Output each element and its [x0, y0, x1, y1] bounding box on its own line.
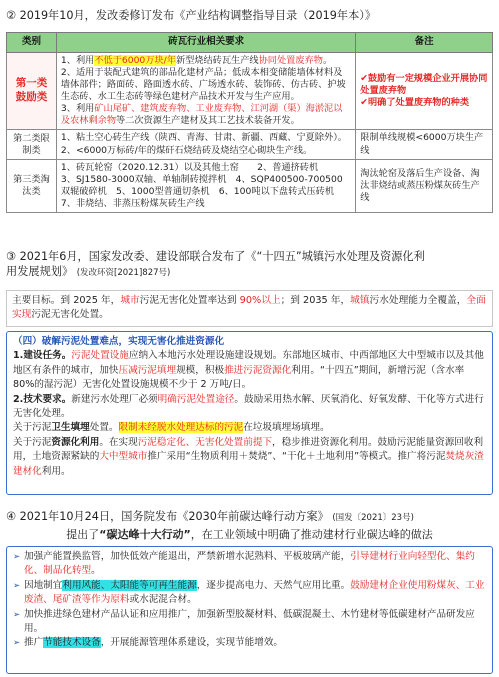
- list-item: ➢ 加快推进绿色建材产品认证和应用推广，加强新型胶凝材料、低碳混凝土、木竹建材等低碳建材产品研发应用。: [13, 608, 486, 637]
- main-goals-box: 主要目标。到 2025 年，城市污泥无害化处置率达到 90%以上；到 2035 年，城镇污水处理能力全覆盖，全面实现污泥无害化处置。: [6, 290, 493, 327]
- carbon-peak-measures-box: [6, 546, 493, 674]
- notes-eliminated: 淘汰轮窑及落后生产设备、淘汰非烧结或蒸压粉煤灰砖生产线: [356, 159, 493, 213]
- section-title-carbon-peak: ④ 2021年10月24日，国务院发布《2030年前碳达峰行动方案》 (国发〔2021〕23号): [6, 510, 414, 523]
- arrow-bullet-icon: ➢: [13, 609, 21, 620]
- table-row-eliminated: [7, 159, 493, 213]
- section-title-sewage-plan: ③ 2021年6月，国家发改委、建设部联合发布了《“十四五”城镇污水处理及资源化利 用发展规划》 (发改环资[2021]827号): [6, 250, 425, 278]
- list-item: ➢ 因地制宜利用风能、太阳能等可再生能源，逐步提高电力、天然气应用比重。鼓励建材企业使用粉煤灰、工业废渣、尾矿渣等作为原料或水泥混合材。: [13, 579, 486, 608]
- landfill-paragraph: 关于污泥卫生填埋处置。限制未经脱水处理达标的污泥在垃圾填埋场填埋。: [13, 422, 330, 434]
- sludge-disposal-box: [6, 331, 493, 495]
- category-restricted: 第二类限制类: [7, 130, 57, 159]
- technical-requirement-paragraph: 2.技术要求。新建污水处理厂必须明确污泥处置途径。鼓励采用热水解、厌氧消化、好氧发酵、干化等方式进行无害化处理。: [13, 393, 484, 419]
- header-category: 类别: [7, 33, 57, 53]
- requirements-encouraged: 1、利用不低于6000万块/年新型烧结砖瓦生产线协同处置废弃物。 2、适用于装配式建筑的部品化建材产品；低成本相变储能墙体材料及墙体部件；路面砖、路面透水砖、广场透水砖、装饰砖、仿古砖、护坡生态砖、水工生态砖等绿色建材产品技术开发与生产应用。 3、利用矿山尾矿、建筑废弃物、工业废弃物、江河湖（渠）海淤泥以及农林剩余物等二次资源生产建材及其工艺技术装备开发。: [56, 52, 355, 130]
- requirements-restricted: 1、粘土空心砖生产线（陕西、青海、甘肃、新疆、西藏、宁夏除外）。 2、<6000万标砖/年的煤矸石烧结砖及烧结空心砌块生产线。: [56, 130, 355, 159]
- table-row-restricted: [7, 130, 493, 159]
- category-encouraged: 第一类鼓励类: [7, 52, 57, 130]
- header-requirements: 砖瓦行业相关要求: [56, 33, 355, 53]
- resource-utilization-paragraph: 关于污泥资源化利用。在实现污泥稳定化、无害化处置前提下，稳步推进资源化利用。鼓励污泥能量资源回收利用，土地资源紧缺的大中型城市推广采用“生物质利用＋焚烧”、“干化＋土地利用”等模式。推广将污泥焚烧灰渣建材化利用。: [13, 436, 484, 477]
- table-row-encouraged: [7, 52, 493, 130]
- requirements-eliminated: 1、砖瓦轮窑（2020.12.31）以及其他土窑 2、普通挤砖机 3、SJ1580-3000双轴、单轴制砖搅拌机 4、SQP400500-700500双辊破碎机 5、1000型普通切条机 6、100吨以下盘转式压砖机 7、非烧结、非蒸压粉煤灰砖生产线: [56, 159, 355, 213]
- header-notes: 备注: [356, 33, 493, 53]
- table-header-row: [7, 33, 493, 53]
- brick-industry-requirements-table: [6, 32, 493, 213]
- sludge-section-heading: （四）破解污泥处置难点，实现无害化推进资源化: [13, 336, 225, 347]
- category-eliminated: 第三类淘汰类: [7, 159, 57, 213]
- notes-encouraged: ✔鼓励有一定规模企业开展协同处置废弃物 ✔明确了处置废弃物的种类: [356, 52, 493, 130]
- construction-task-paragraph: 1.建设任务。污泥处置设施应纳入本地污水处理设施建设规划。东部地区城市、中西部地区大中型城市以及其他地区有条件的城市，加快压减污泥填埋规模，积极推进污泥资源化利用。“十四五”期间，新增污泥（含水率 80%的湿污泥）无害化处置设施规模不少于 2 万吨/日。: [13, 350, 484, 391]
- section-title-industry-catalog: ② 2019年10月，发改委修订发布《产业结构调整指导目录（2019年本）》: [6, 9, 377, 22]
- arrow-bullet-icon: ➢: [13, 580, 21, 591]
- arrow-bullet-icon: ➢: [13, 552, 21, 562]
- carbon-peak-subtitle: 提出了“碳达峰十大行动”，在工业领域中明确了推动建材行业碳达峰的做法: [66, 528, 433, 541]
- arrow-bullet-icon: ➢: [13, 638, 21, 649]
- notes-restricted: 限制单线规模<6000万块生产线: [356, 130, 493, 159]
- list-item: ➢ 加强产能置换监管，加快低效产能退出，严禁新增水泥熟料、平板玻璃产能，引导建材行业向轻型化、集约化、制品化转型。: [13, 550, 486, 579]
- list-item: ➢ 推广节能技术设备，开展能源管理体系建设，实现节能增效。: [13, 636, 486, 651]
